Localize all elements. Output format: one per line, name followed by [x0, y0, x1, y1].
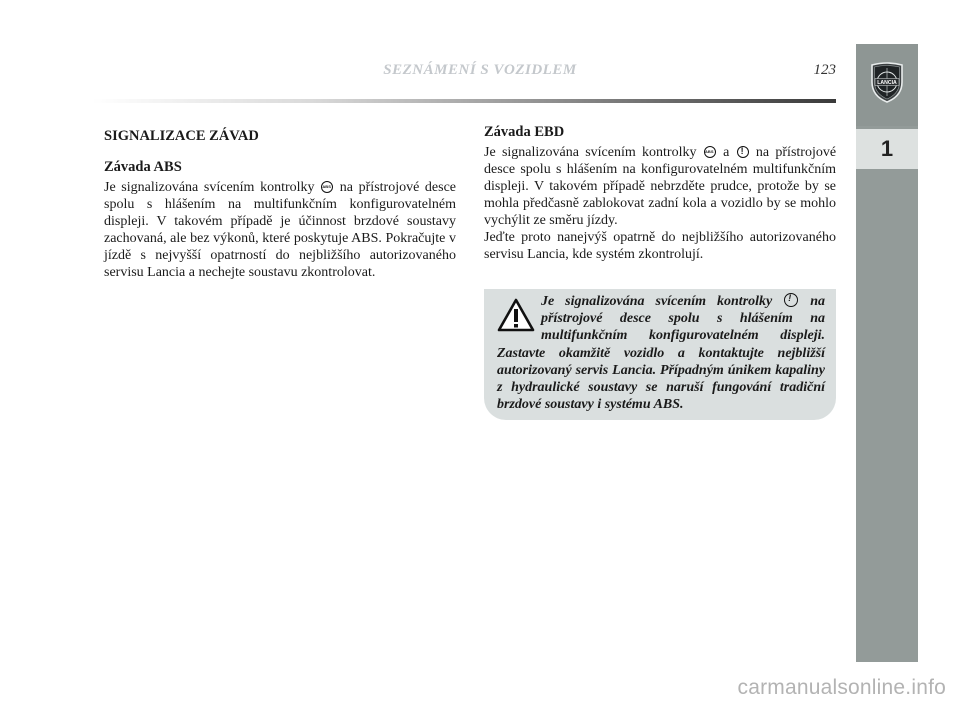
- abs-warning-light-icon: [704, 146, 716, 158]
- logo-tab: [856, 44, 918, 126]
- watermark: carmanualsonline.info: [737, 676, 946, 699]
- abs-fault-title: Závada ABS: [104, 159, 182, 175]
- brake-warning-light-icon: [737, 146, 749, 158]
- abs-fault-text: [104, 179, 456, 281]
- chapter-tab[interactable]: 1: [856, 129, 918, 169]
- ebd-text-part2: na přístrojové desce spolu s hlášením na konfigurovatelném multifunkčním displeji. V takovém případě nebrzděte prudce, protože by se mohla předčasně zablokovat zadní kola a vozidlo by se mohlo vychýlit ze směru jízdy.: [484, 145, 837, 228]
- abs-warning-light-icon: [321, 181, 333, 193]
- abs-text-before: Je signalizována svícením kontrolky: [104, 180, 315, 195]
- warning-text: [497, 293, 825, 413]
- warning-text-before: Je signalizována svícením kontrolky: [541, 294, 773, 309]
- brake-warning-light-icon: [784, 293, 798, 307]
- abs-text-after: na přístrojové desce spolu s hlášením na multifunkčním konfigurovatelném displeji. V takovém případě je účinnost brzdové soustavy zachovaná, ale bez výkonů, které poskytuje ABS. Pokračujte v jízdě s nejvyšší opatrností do nejbližšího autorizovaného servisu Lancia a nechejte soustavu zkontrolovat.: [104, 180, 457, 280]
- ebd-text-and: a: [723, 145, 730, 160]
- section-title: SIGNALIZACE ZÁVAD: [104, 128, 259, 144]
- logo-text: LANCIA: [877, 80, 897, 87]
- ebd-fault-title: Závada EBD: [484, 124, 565, 140]
- lancia-logo-icon: [870, 62, 904, 104]
- header-rule: [92, 99, 836, 103]
- right-column: [484, 124, 836, 263]
- ebd-text-part1: Je signalizována svícením kontrolky: [484, 145, 697, 160]
- ebd-text-part3: Jeďte proto nanejvýš opatrně do nejbližšího autorizovaného servisu Lancia, kde systém zkontrolují.: [484, 230, 836, 262]
- header-title: SEZNÁMENÍ S VOZIDLEM: [383, 62, 577, 78]
- warning-triangle-icon: [497, 298, 535, 332]
- warning-text-after: na přístrojové desce spolu s hlášením na multifunkčním konfigurovatelném displeji. Zastavte okamžitě vozidlo a kontaktujte nejbližší autorizovaný servis Lancia. Případným únikem kapaliny z hydraulické soustavy se naruší fungování tradiční brzdové soustavy i systému ABS.: [497, 294, 826, 413]
- page-number: 123: [813, 62, 836, 78]
- left-column: [104, 124, 456, 281]
- ebd-fault-text: [484, 144, 836, 263]
